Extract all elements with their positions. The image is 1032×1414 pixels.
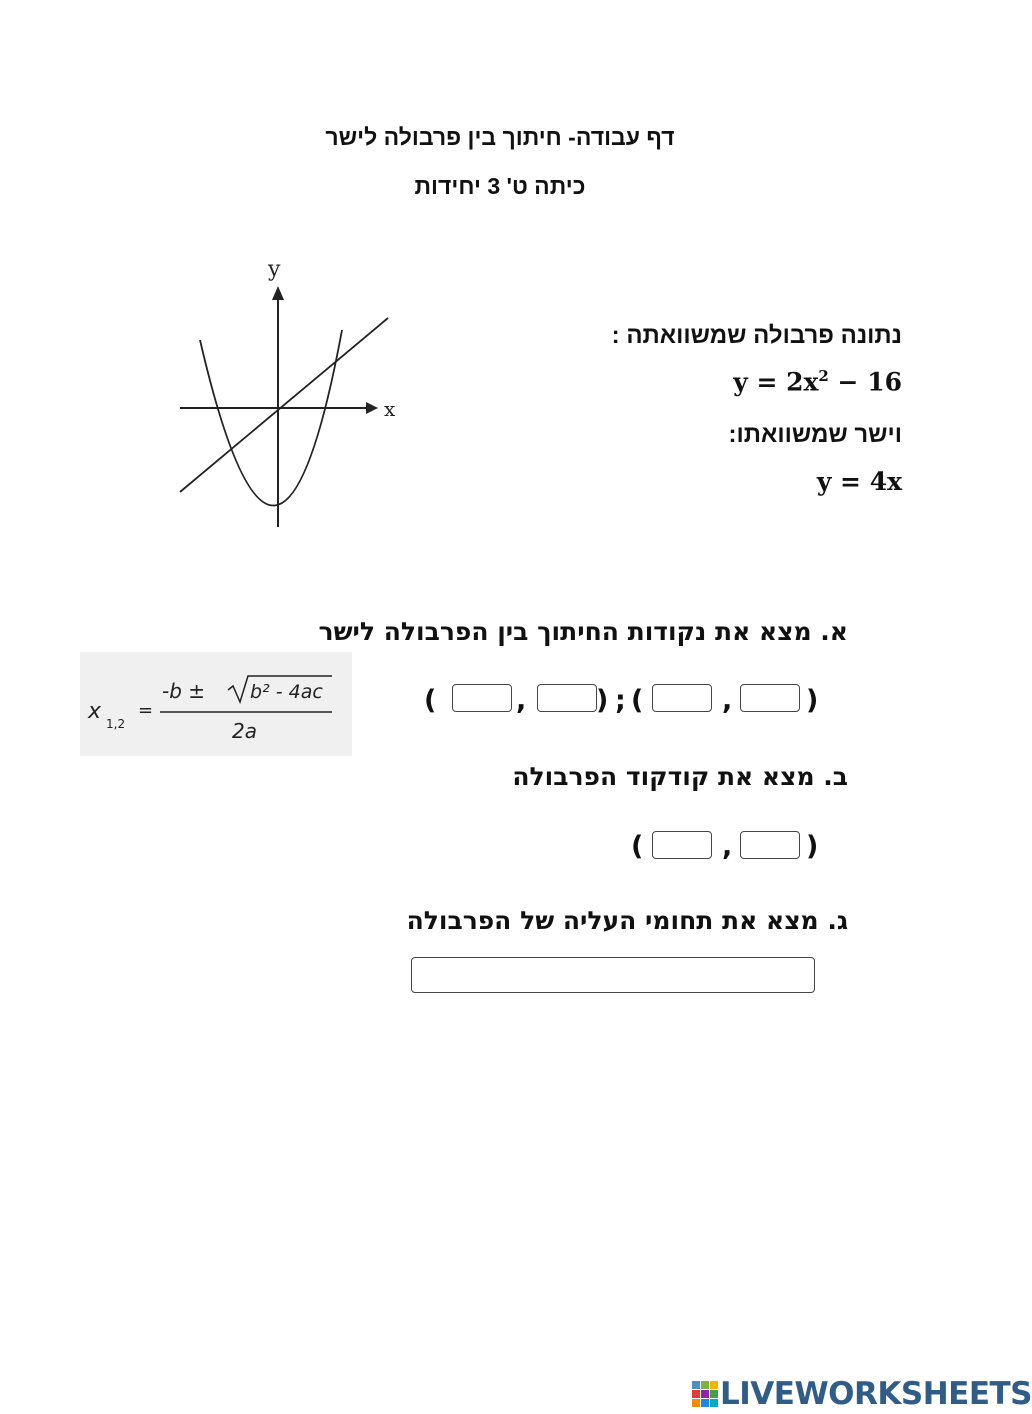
parabola-equation-tail: − 16 (828, 367, 902, 397)
formula-denominator: 2a (232, 719, 257, 743)
intersection2-y-input[interactable] (537, 684, 597, 712)
line-equation: y = 4x (816, 467, 902, 496)
open-paren: ( (631, 831, 644, 862)
intersection1-x-input[interactable] (652, 684, 712, 712)
formula-radicand: b² - 4ac (250, 681, 323, 703)
formula-numerator-start: -b ± (162, 679, 206, 703)
straight-line (180, 318, 388, 492)
open-paren: ( (631, 685, 644, 716)
parabola-given-label: נתונה פרבולה שמשוואתה : (611, 322, 902, 349)
liveworksheets-logo[interactable] (692, 1376, 1032, 1412)
quadratic-formula-graphic (80, 652, 352, 756)
vertex-x-input[interactable] (652, 831, 712, 859)
comma: , (722, 685, 733, 716)
question-a: א. מצא את נקודות החיתוך בין הפרבולה לישר (318, 617, 848, 646)
x-axis-arrow-icon (366, 402, 378, 414)
formula-equals: = (138, 700, 154, 721)
parabola-equation-main: y = 2x (733, 367, 819, 397)
parabola-equation-exponent: 2 (818, 367, 829, 385)
x-axis-label: x (384, 397, 396, 421)
y-axis-label: y (268, 257, 281, 282)
semicolon: ; (615, 685, 626, 716)
parabola-line-graph (170, 252, 410, 532)
close-paren: ) (806, 831, 819, 862)
comma: , (722, 831, 733, 862)
close-paren: ) (596, 685, 609, 716)
worksheet-subtitle: כיתה ט' 3 יחידות (414, 173, 586, 199)
close-paren: ) (806, 685, 819, 716)
y-axis-arrow-icon (272, 286, 284, 300)
liveworksheets-logo-icon (692, 1381, 718, 1407)
question-c: ג. מצא את תחומי העליה של הפרבולה (406, 906, 848, 935)
open-paren: ( (424, 685, 437, 716)
formula-lhs: x (88, 699, 102, 724)
increasing-range-input[interactable] (411, 957, 815, 993)
vertex-y-input[interactable] (740, 831, 800, 859)
intersection2-x-input[interactable] (452, 684, 512, 712)
intersection1-y-input[interactable] (740, 684, 800, 712)
question-b: ב. מצא את קודקוד הפרבולה (512, 762, 848, 791)
worksheet-title: דף עבודה- חיתוך בין פרבולה לישר (325, 124, 675, 150)
quadratic-formula (80, 652, 352, 756)
comma: , (516, 685, 527, 716)
liveworksheets-logo-text: LIVEWORKSHEETS (720, 1376, 1032, 1412)
line-given-label: וישר שמשוואתו: (728, 421, 902, 448)
parabola-curve (200, 330, 342, 506)
parabola-equation (733, 367, 902, 396)
formula-lhs-subscript: 1,2 (106, 717, 126, 731)
